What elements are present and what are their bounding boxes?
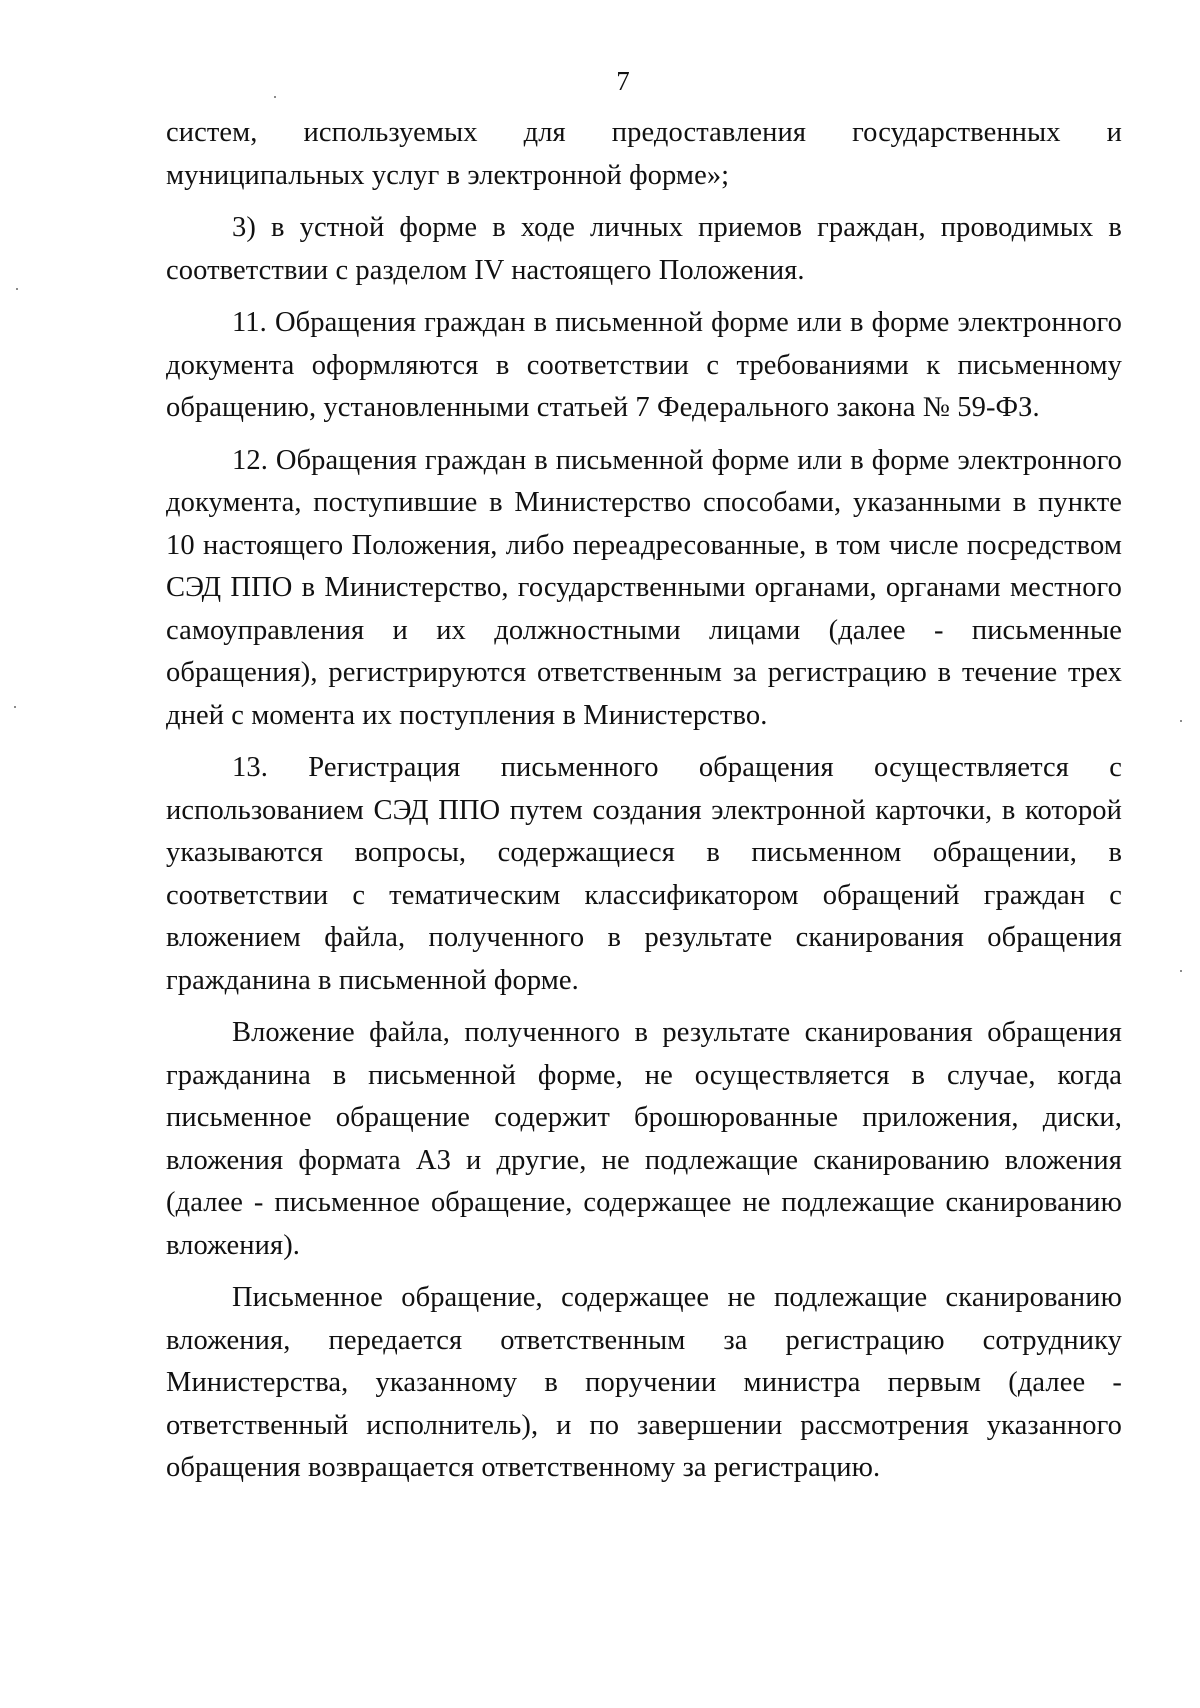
paragraph-item-3: 3) в устной форме в ходе личных приемов граждан, проводимых в соответствии с разделом IV настоящего Положения.: [166, 212, 1122, 286]
scan-speck: [1180, 720, 1182, 722]
paragraph-continuation: систем, используемых для предоставления государственных и муниципальных услуг в электронной форме»;: [166, 117, 1122, 191]
scan-speck: [16, 288, 18, 290]
paragraph-clause-13: 13. Регистрация письменного обращения осуществляется с использованием СЭД ППО путем создания электронной карточки, в которой указываются вопросы, содержащиеся в письменном обращении, в соответствии с тематическим классификатором обращений граждан с вложением файла, полученного в результате сканирования обращения гражданина в письменной форме.: [166, 752, 1122, 996]
paragraph-clause-11: 11. Обращения граждан в письменной форме или в форме электронного документа оформляются в соответствии с требованиями к письменному обращению, установленными статьей 7 Федерального закона № 59-ФЗ.: [166, 307, 1122, 423]
paragraph-attachment-exception: Вложение файла, полученного в результате сканирования обращения гражданина в письменной форме, не осуществляется в случае, когда письменное обращение содержит брошюрованные приложения, диски, вложения формата А3 и другие, не подлежащие сканированию вложения (далее - письменное обращение, содержащее не подлежащие сканированию вложения).: [166, 1017, 1122, 1261]
paragraph-clause-12: 12. Обращения граждан в письменной форме или в форме электронного документа, поступившие в Министерство способами, указанными в пункте 10 настоящего Положения, либо переадресованные, в том числе посредством СЭД ППО в Министерство, государственными органами, органами местного самоуправления и их должностными лицами (далее - письменные обращения), регистрируются ответственным за регистрацию в течение трех дней с момента их поступления в Министерство.: [166, 444, 1122, 731]
scan-speck: [274, 96, 276, 98]
document-body: [166, 112, 1122, 1500]
page-number: 7: [616, 66, 630, 96]
paragraph-transfer-procedure: Письменное обращение, содержащее не подлежащие сканированию вложения, передается ответственным за регистрацию сотруднику Министерства, указанному в поручении министра первым (далее - ответственный исполнитель), и по завершении рассмотрения указанного обращения возвращается ответственному за регистрацию.: [166, 1282, 1122, 1483]
scan-speck: [14, 706, 16, 708]
scan-speck: [1180, 970, 1182, 972]
